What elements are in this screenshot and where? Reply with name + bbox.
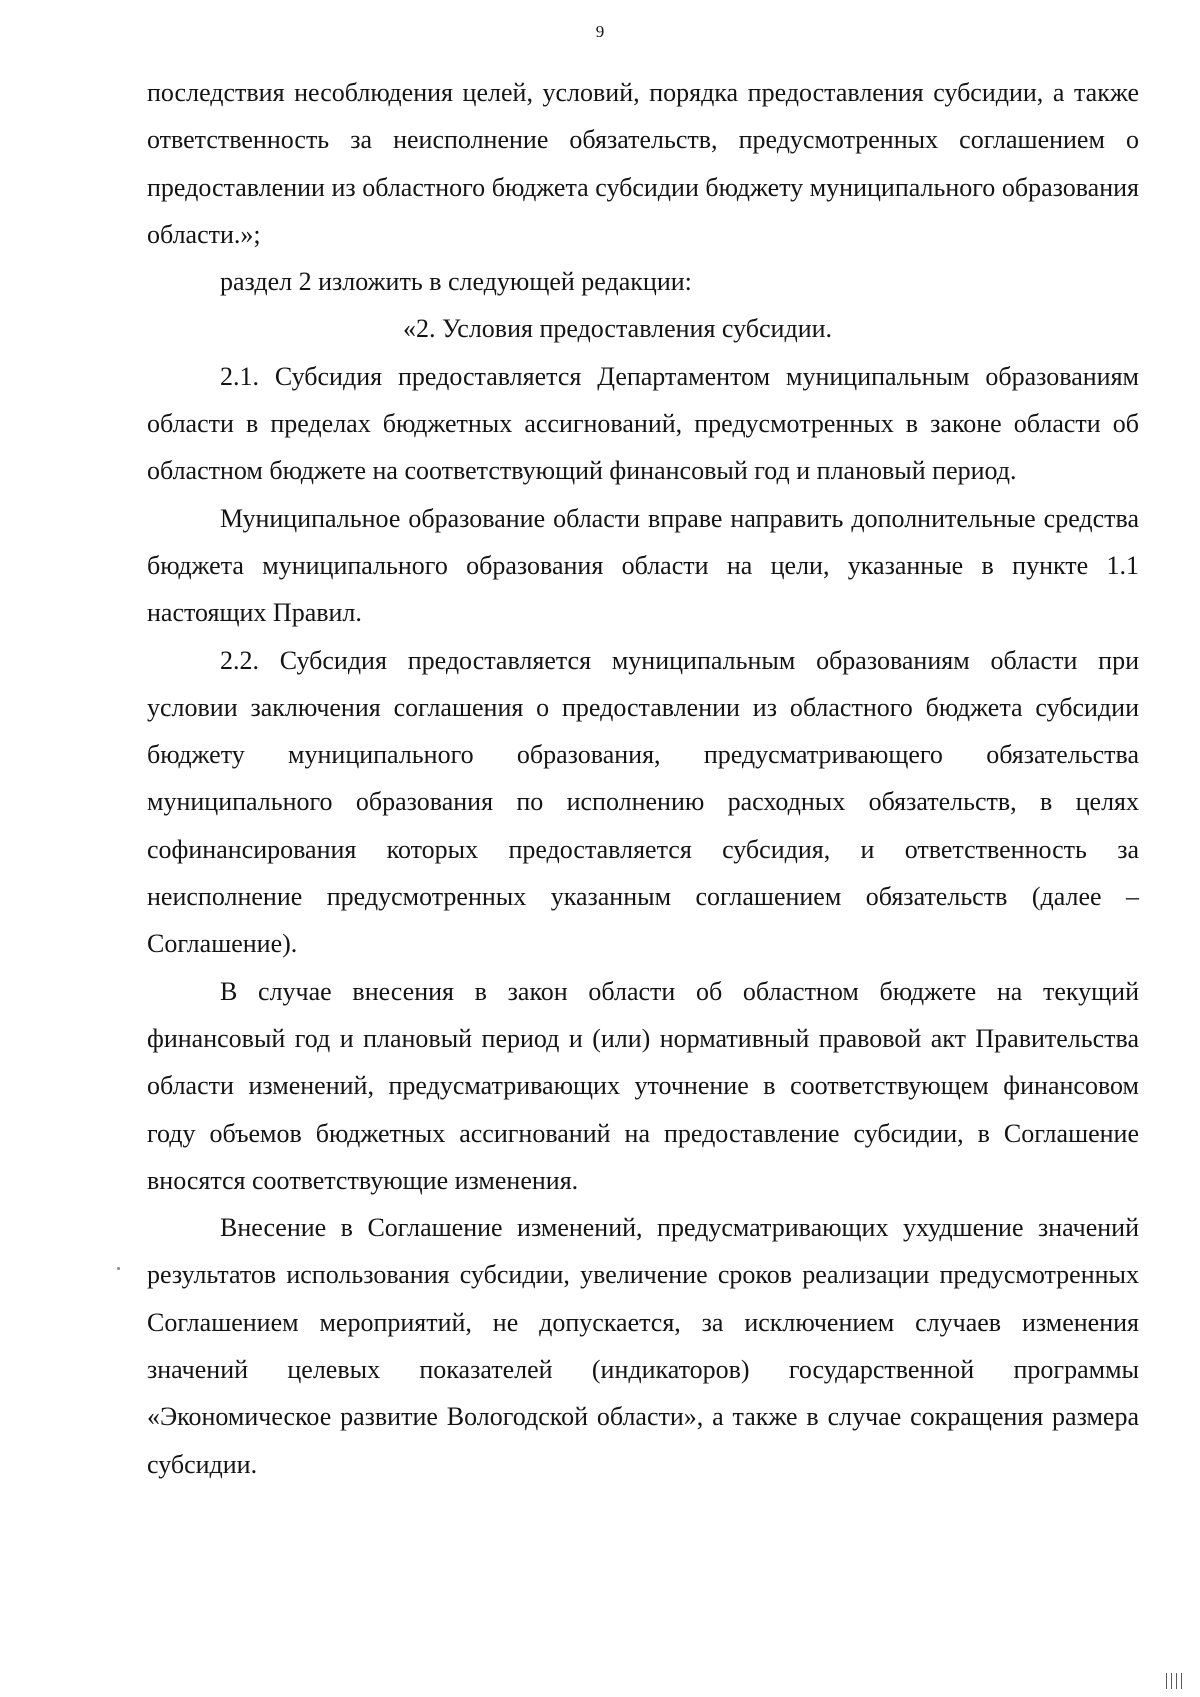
paragraph-2-1: 2.1. Субсидия предоставляется Департаментом муниципальным образованиям области в пределах бюджетных ассигнований, предусмотренных в законе области об областном бюджете на соответствующий финансовый год и плановый период.: [147, 361, 1139, 486]
paragraph-additional-funds: Муниципальное образование области вправе направить дополнительные средства бюджета муниципального образования области на цели, указанные в пункте 1.1 настоящих Правил.: [147, 503, 1139, 628]
page-number: 9: [595, 22, 605, 41]
paragraph-2-2: 2.2. Субсидия предоставляется муниципальным образованиям области при условии заключения соглашения о предоставлении из областного бюджета субсидии бюджету муниципального образования, предусматривающего обязательства муниципального образования по исполнению расходных обязательств, в целях софинансирования которых предоставляется субсидия, и ответственность за неисполнение предусмотренных указанным соглашением обязательств (далее – Соглашение).: [147, 645, 1139, 959]
scan-speck: [117, 1267, 120, 1270]
paragraph-continuation: последствия несоблюдения целей, условий, порядка предоставления субсидии, а также ответственность за неисполнение обязательств, предусмотренных соглашением о предоставлении из областного бюджета субсидии бюджету муниципального образования области.»;: [147, 78, 1139, 249]
section-heading: «2. Условия предоставления субсидии.: [403, 314, 833, 344]
scan-edge-marks: [1166, 1673, 1182, 1689]
document-body: [147, 69, 1139, 1488]
paragraph-instruction: раздел 2 изложить в следующей редакции:: [220, 267, 692, 297]
paragraph-restrictions: Внесение в Соглашение изменений, предусматривающих ухудшение значений результатов использования субсидии, увеличение сроков реализации предусмотренных Соглашением мероприятий, не допускается, за исключением случаев изменения значений целевых показателей (индикаторов) государственной программы «Экономическое развитие Вологодской области», а также в случае сокращения размера субсидии.: [147, 1213, 1139, 1479]
paragraph-amendments: В случае внесения в закон области об областном бюджете на текущий финансовый год и плановый период и (или) нормативный правовой акт Правительства области изменений, предусматривающих уточнение в соответствующем финансовом году объемов бюджетных ассигнований на предоставление субсидии, в Соглашение вносятся соответствующие изменения.: [147, 976, 1139, 1195]
